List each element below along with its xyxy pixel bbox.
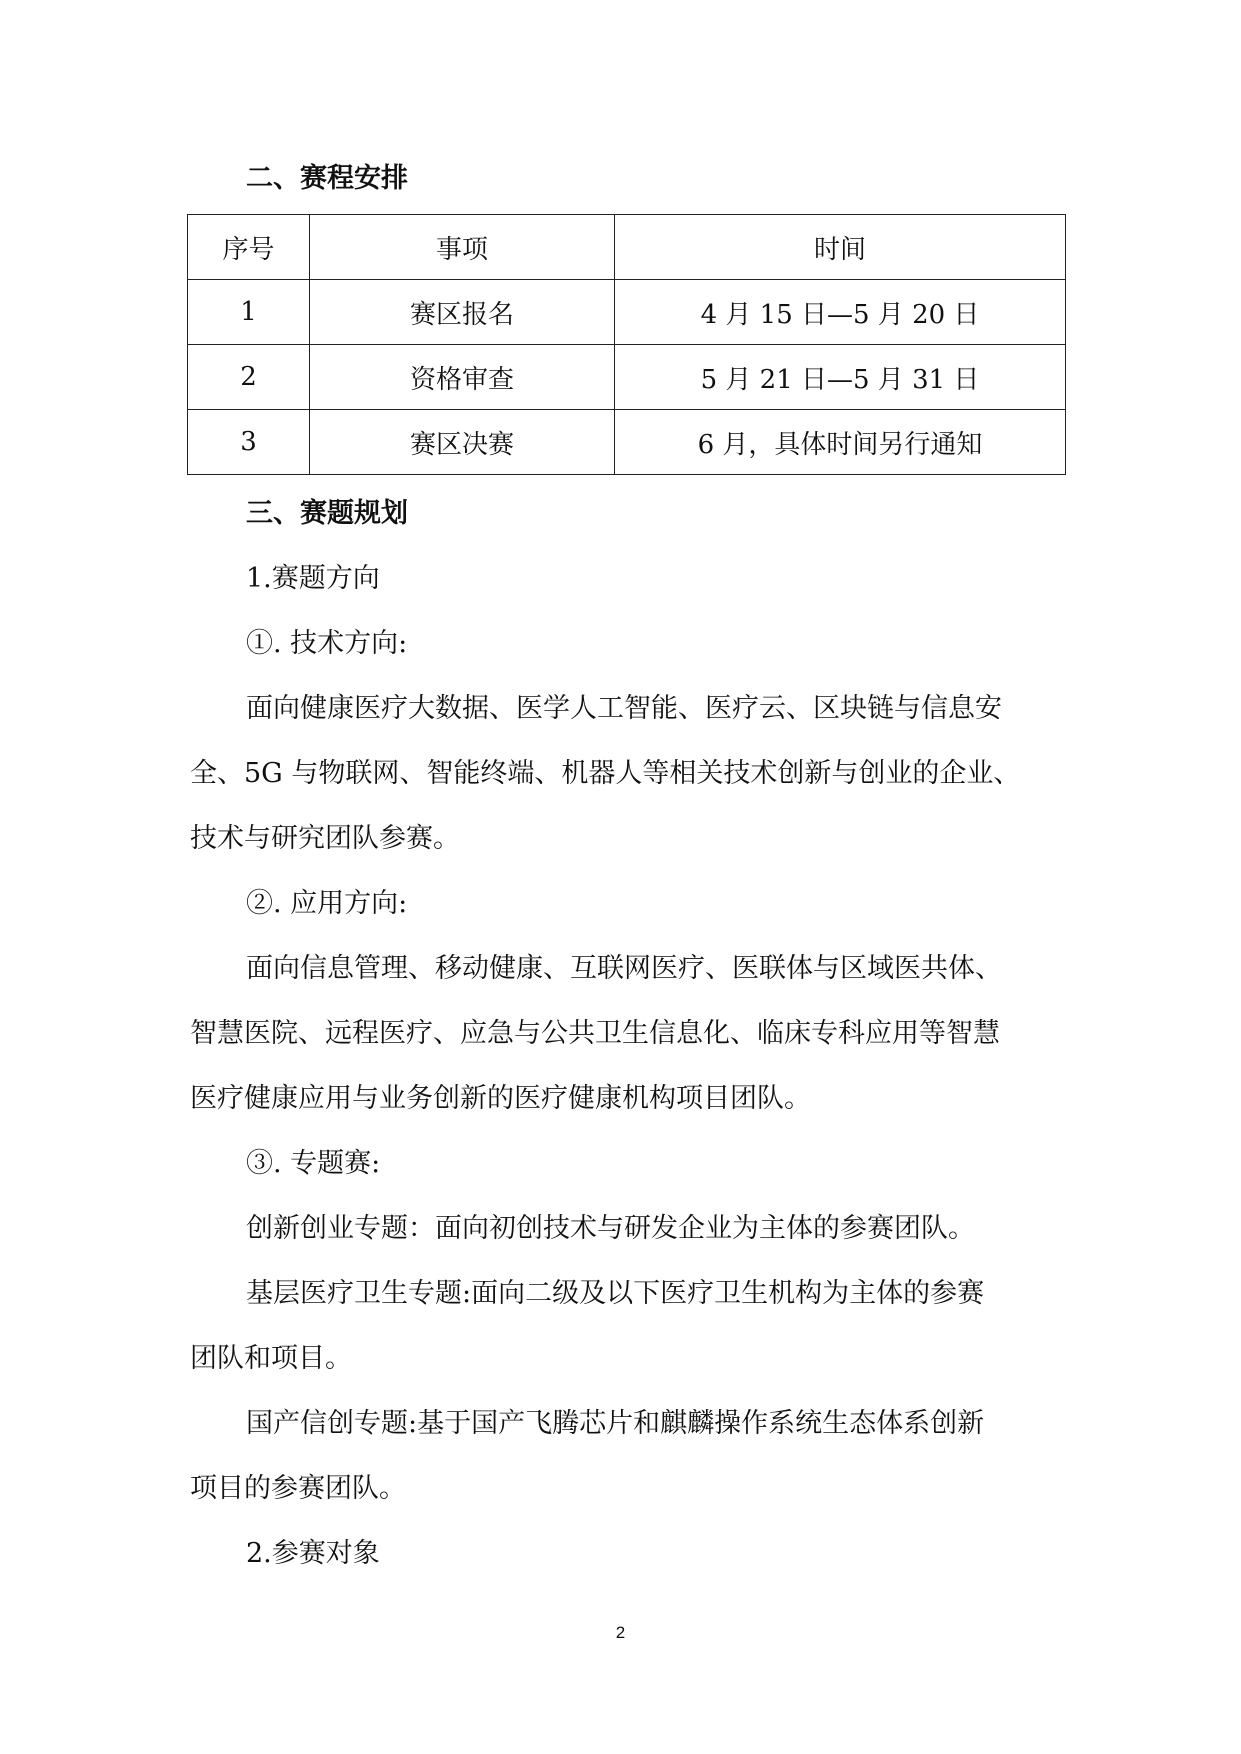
paragraph-line: 面向健康医疗大数据、医学人工智能、医疗云、区块链与信息安 xyxy=(246,693,1002,724)
table-cell: 6 月，具体时间另行通知 xyxy=(615,410,1066,475)
subheading-topic-direction: 1.赛题方向 xyxy=(246,563,380,594)
paragraph-line: 医疗健康应用与业务创新的医疗健康机构项目团队。 xyxy=(190,1083,811,1114)
section-title-topics: 三、赛题规划 xyxy=(246,498,408,529)
paragraph-line: 项目的参赛团队。 xyxy=(190,1473,406,1504)
page-number: 2 xyxy=(615,1623,626,1642)
table-cell: 4 月 15 日—5 月 20 日 xyxy=(615,280,1066,345)
paragraph-line: 智慧医院、远程医疗、应急与公共卫生信息化、临床专科应用等智慧 xyxy=(190,1018,1000,1049)
tech-direction-label: ①. 技术方向: xyxy=(246,628,408,659)
table-header-cell: 序号 xyxy=(188,215,310,280)
table-cell: 赛区报名 xyxy=(310,280,615,345)
table-header-cell: 事项 xyxy=(310,215,615,280)
table-cell: 5 月 21 日—5 月 31 日 xyxy=(615,345,1066,410)
table-row xyxy=(188,345,1066,410)
table-cell: 赛区决赛 xyxy=(310,410,615,475)
subheading-participants: 2.参赛对象 xyxy=(246,1538,380,1569)
table-header-row xyxy=(188,215,1066,280)
section-title-schedule: 二、赛程安排 xyxy=(246,163,408,194)
paragraph-line: 创新创业专题：面向初创技术与研发企业为主体的参赛团队。 xyxy=(246,1213,975,1244)
table-cell: 3 xyxy=(188,410,310,475)
app-direction-label: ②. 应用方向: xyxy=(246,888,408,919)
paragraph-line: 面向信息管理、移动健康、互联网医疗、医联体与区域医共体、 xyxy=(246,953,1002,984)
paragraph-line: 国产信创专题:基于国产飞腾芯片和麒麟操作系统生态体系创新 xyxy=(246,1408,985,1439)
table-cell: 资格审查 xyxy=(310,345,615,410)
table-header-cell: 时间 xyxy=(615,215,1066,280)
special-topic-label: ③. 专题赛: xyxy=(246,1148,381,1179)
paragraph-line: 团队和项目。 xyxy=(190,1343,352,1374)
table-cell: 1 xyxy=(188,280,310,345)
table-cell: 2 xyxy=(188,345,310,410)
paragraph-line: 全、5G 与物联网、智能终端、机器人等相关技术创新与创业的企业、 xyxy=(190,758,1021,789)
table-row xyxy=(188,410,1066,475)
paragraph-line: 技术与研究团队参赛。 xyxy=(190,823,460,854)
table-row xyxy=(188,280,1066,345)
schedule-table xyxy=(187,214,1066,475)
paragraph-line: 基层医疗卫生专题:面向二级及以下医疗卫生机构为主体的参赛 xyxy=(246,1278,985,1309)
